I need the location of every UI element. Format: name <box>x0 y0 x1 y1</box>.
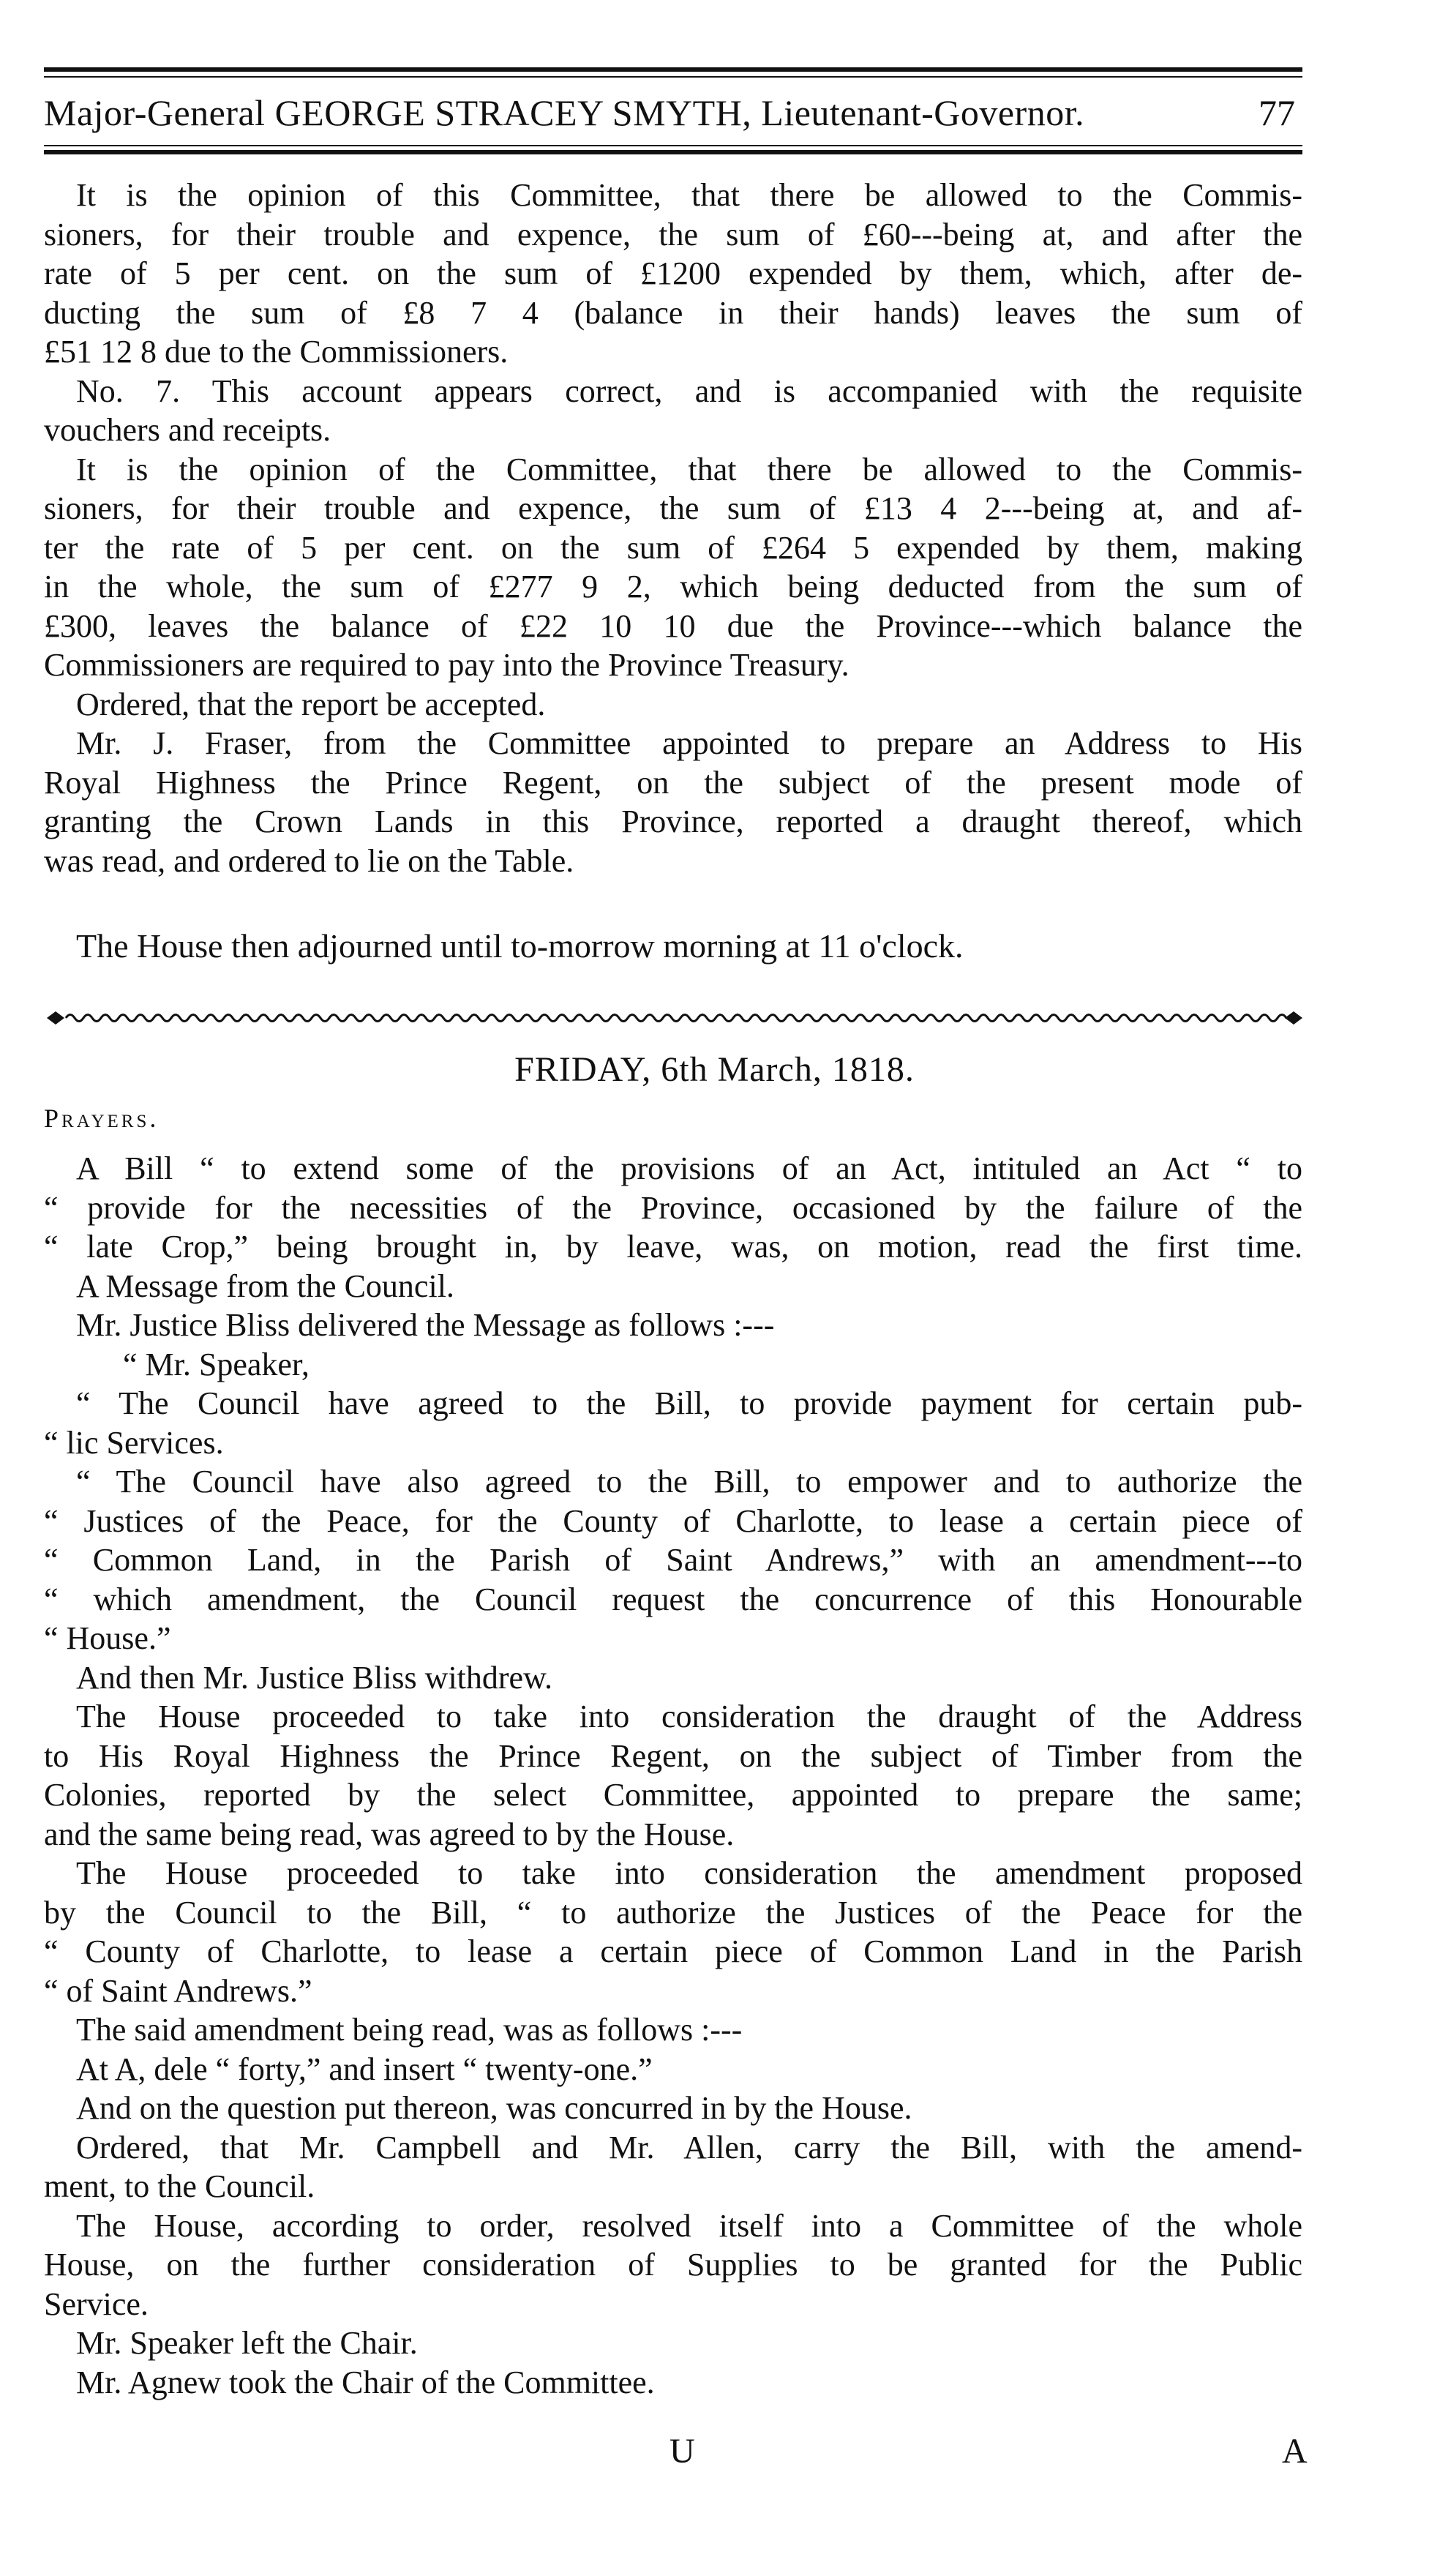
text-line: “ of Saint Andrews.” <box>44 1972 312 2009</box>
text-line: “ lic Services. <box>44 1424 224 1461</box>
text-line: “ which amendment, the Council request the concurrence of this Honourable <box>44 1581 1302 1617</box>
text-line: The House proceeded to take into consideration the amendment proposed <box>76 1855 1302 1891</box>
text-line: No. 7. This account appears correct, and is accompanied with the requisite <box>76 372 1302 409</box>
text-line: by the Council to the Bill, “ to authorize the Justices of the Peace for the <box>44 1894 1302 1931</box>
text-line: “ The Council have also agreed to the Bill, to empower and to authorize the <box>76 1464 1302 1499</box>
text-line: to His Royal Highness the Prince Regent, on the subject of Timber from the <box>44 1737 1302 1774</box>
text-line: Mr. J. Fraser, from the Committee appointed to prepare an Address to His <box>76 725 1302 761</box>
text-line: “ Common Land, in the Parish of Saint Andrews,” with an amendment---to <box>44 1542 1302 1578</box>
text-line: Service. <box>44 2285 149 2322</box>
text-line: granting the Crown Lands in this Province, reported a draught thereof, which <box>44 804 1302 839</box>
text-line: Colonies, reported by the select Committee, appointed to prepare the same; <box>44 1777 1302 1813</box>
text-line: ment, to the Council. <box>44 2168 315 2204</box>
text-line: It is the opinion of this Committee, that there be allowed to the Commis- <box>76 177 1302 213</box>
text-line: “ Mr. Speaker, <box>123 1346 310 1382</box>
running-header <box>44 86 1302 139</box>
header-rule-top-thick <box>44 67 1302 72</box>
catchword: A <box>1282 2432 1308 2471</box>
text-line: “ The Council have agreed to the Bill, to provide payment for certain pub- <box>76 1385 1302 1421</box>
signature-mark: U <box>670 2432 695 2471</box>
text-line: Mr. Agnew took the Chair of the Committee. <box>76 2364 655 2400</box>
text-line: “ House.” <box>44 1620 171 1656</box>
session-date-heading: FRIDAY, 6th March, 1818. <box>514 1050 915 1089</box>
text-line: Mr. Justice Bliss delivered the Message as follows :--- <box>76 1307 775 1343</box>
prayers-heading: Prayers. <box>44 1104 160 1133</box>
text-line: £51 12 8 due to the Commissioners. <box>44 334 509 370</box>
text-line: and the same being read, was agreed to by the House. <box>44 1816 735 1852</box>
text-line: Mr. Speaker left the Chair. <box>76 2325 418 2361</box>
text-line: The said amendment being read, was as follows :--- <box>76 2012 743 2048</box>
text-line: rate of 5 per cent. on the sum of £1200 expended by them, which, after de- <box>44 255 1302 291</box>
text-line: in the whole, the sum of £277 9 2, which being deducted from the sum of <box>44 569 1302 604</box>
text-line: “ late Crop,” being brought in, by leave, was, on motion, read the first time. <box>44 1229 1302 1265</box>
text-line: ter the rate of 5 per cent. on the sum of £264 5 expended by them, making <box>44 529 1302 566</box>
text-line: was read, and ordered to lie on the Table. <box>44 842 574 879</box>
text-line: Ordered, that the report be accepted. <box>76 686 546 722</box>
text-line: Ordered, that Mr. Campbell and Mr. Allen, carry the Bill, with the amend- <box>76 2129 1302 2165</box>
text-line: “ County of Charlotte, to lease a certain piece of Common Land in the Parish <box>44 1933 1302 1969</box>
text-line: Commissioners are required to pay into the Province Treasury. <box>44 647 849 683</box>
proceedings-text <box>44 1149 1302 2402</box>
header-rule-top-thin <box>44 76 1302 78</box>
header-rule-bottom-thin <box>44 145 1302 146</box>
text-line: A Bill “ to extend some of the provisions of an Act, intituled an Act “ to <box>76 1150 1302 1186</box>
text-line: sioners, for their trouble and expence, the sum of £60---being at, and after the <box>44 216 1302 252</box>
adjournment-line: The House then adjourned until to-morrow morning at 11 o'clock. <box>76 927 964 965</box>
text-line: A Message from the Council. <box>76 1268 454 1304</box>
ornamental-divider <box>45 1007 1304 1029</box>
text-line: It is the opinion of the Committee, that there be allowed to the Commis- <box>76 451 1302 487</box>
header-rule-bottom-thick <box>44 150 1302 154</box>
text-line: The House proceeded to take into consideration the draught of the Address <box>76 1699 1302 1734</box>
text-line: The House, according to order, resolved itself into a Committee of the whole <box>76 2207 1302 2244</box>
running-head-title: Major-General GEORGE STRACEY SMYTH, Lieutenant-Governor. <box>44 92 1085 133</box>
text-line: And then Mr. Justice Bliss withdrew. <box>76 1659 552 1696</box>
page-number: 77 <box>1259 92 1295 133</box>
text-line: “ Justices of the Peace, for the County of Charlotte, to lease a certain piece of <box>44 1502 1302 1539</box>
text-line: Royal Highness the Prince Regent, on the subject of the present mode of <box>44 764 1302 801</box>
text-line: ducting the sum of £8 7 4 (balance in their hands) leaves the sum of <box>44 294 1302 331</box>
text-line: House, on the further consideration of Supplies to be granted for the Public <box>44 2247 1302 2283</box>
text-line: vouchers and receipts. <box>44 412 331 448</box>
text-line: sioners, for their trouble and expence, the sum of £13 4 2---being at, and af- <box>44 490 1302 526</box>
text-line: And on the question put thereon, was concurred in by the House. <box>76 2090 912 2126</box>
text-line: At A, dele “ forty,” and insert “ twenty-one.” <box>76 2051 653 2087</box>
committee-report-text <box>44 176 1302 880</box>
text-line: “ provide for the necessities of the Province, occasioned by the failure of the <box>44 1189 1302 1226</box>
text-line: £300, leaves the balance of £22 10 10 due the Province---which balance the <box>44 607 1302 644</box>
